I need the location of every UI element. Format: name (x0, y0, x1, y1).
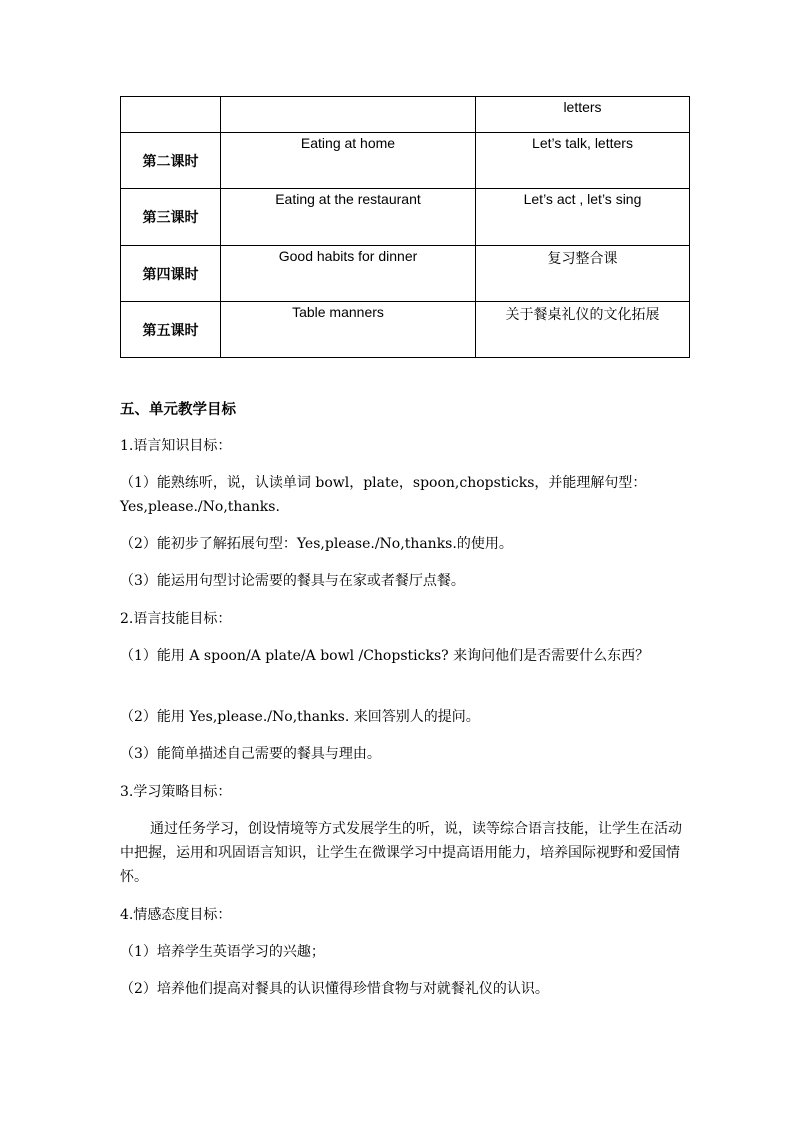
goal-item: （2）能用 Yes,please./No,thanks. 来回答别人的提问。 (120, 709, 480, 725)
strategy-goals-title: 3.学习策略目标： (120, 784, 232, 800)
topic-cell: Good habits for dinner (221, 246, 476, 302)
goal-item: （1）能用 A spoon/A plate/A bowl /Chopsticks? 来询问他们是否需要什么东西？ (120, 648, 650, 664)
table-row (121, 189, 690, 246)
goal-item: （1）培养学生英语学习的兴趣； (120, 944, 325, 960)
table-row (121, 302, 690, 358)
table-row (121, 133, 690, 189)
lesson-cell: 第五课时 (121, 302, 221, 358)
lesson-cell: 第四课时 (121, 246, 221, 302)
lesson-plan-table (120, 96, 690, 358)
content-cell: Let’s talk, letters (476, 133, 690, 189)
lesson-cell: 第二课时 (121, 133, 221, 189)
knowledge-goals-title: 1.语言知识目标： (120, 438, 232, 454)
content-cell: 复习整合课 (476, 246, 690, 302)
goal-item: （1）能熟练听，说，认读单词 bowl，plate，spoon,chopsticks，并能理解句型： Yes,please./No,thanks. (120, 475, 647, 515)
content-cell: letters (476, 97, 690, 133)
lesson-cell: 第三课时 (121, 189, 221, 246)
topic-cell: Table manners (221, 302, 476, 358)
goal-item: （3）能运用句型讨论需要的餐具与在家或者餐厅点餐。 (120, 573, 465, 589)
goal-item: （2）培养他们提高对餐具的认识懂得珍惜食物与对就餐礼仪的认识。 (120, 981, 549, 997)
table-row (121, 97, 690, 133)
content-cell: Let’s act , let’s sing (476, 189, 690, 246)
goal-item: （3）能简单描述自己需要的餐具与理由。 (120, 746, 381, 762)
topic-cell: Eating at the restaurant (221, 189, 476, 246)
table-row (121, 246, 690, 302)
lesson-cell (121, 97, 221, 133)
topic-cell (221, 97, 476, 133)
content-cell: 关于餐桌礼仪的文化拓展 (476, 302, 690, 358)
topic-cell: Eating at home (221, 133, 476, 189)
goal-item: （2）能初步了解拓展句型：Yes,please./No,thanks.的使用。 (120, 536, 513, 552)
skill-goals-title: 2.语言技能目标： (120, 611, 232, 627)
section-heading: 五、单元教学目标 (120, 401, 236, 418)
attitude-goals-title: 4.情感态度目标： (120, 907, 232, 923)
strategy-paragraph: 通过任务学习，创设情境等方式发展学生的听，说，读等综合语言技能，让学生在活动中把握，运用和巩固语言知识，让学生在微课学习中提高语用能力，培养国际视野和爱国情怀。 (120, 821, 682, 885)
